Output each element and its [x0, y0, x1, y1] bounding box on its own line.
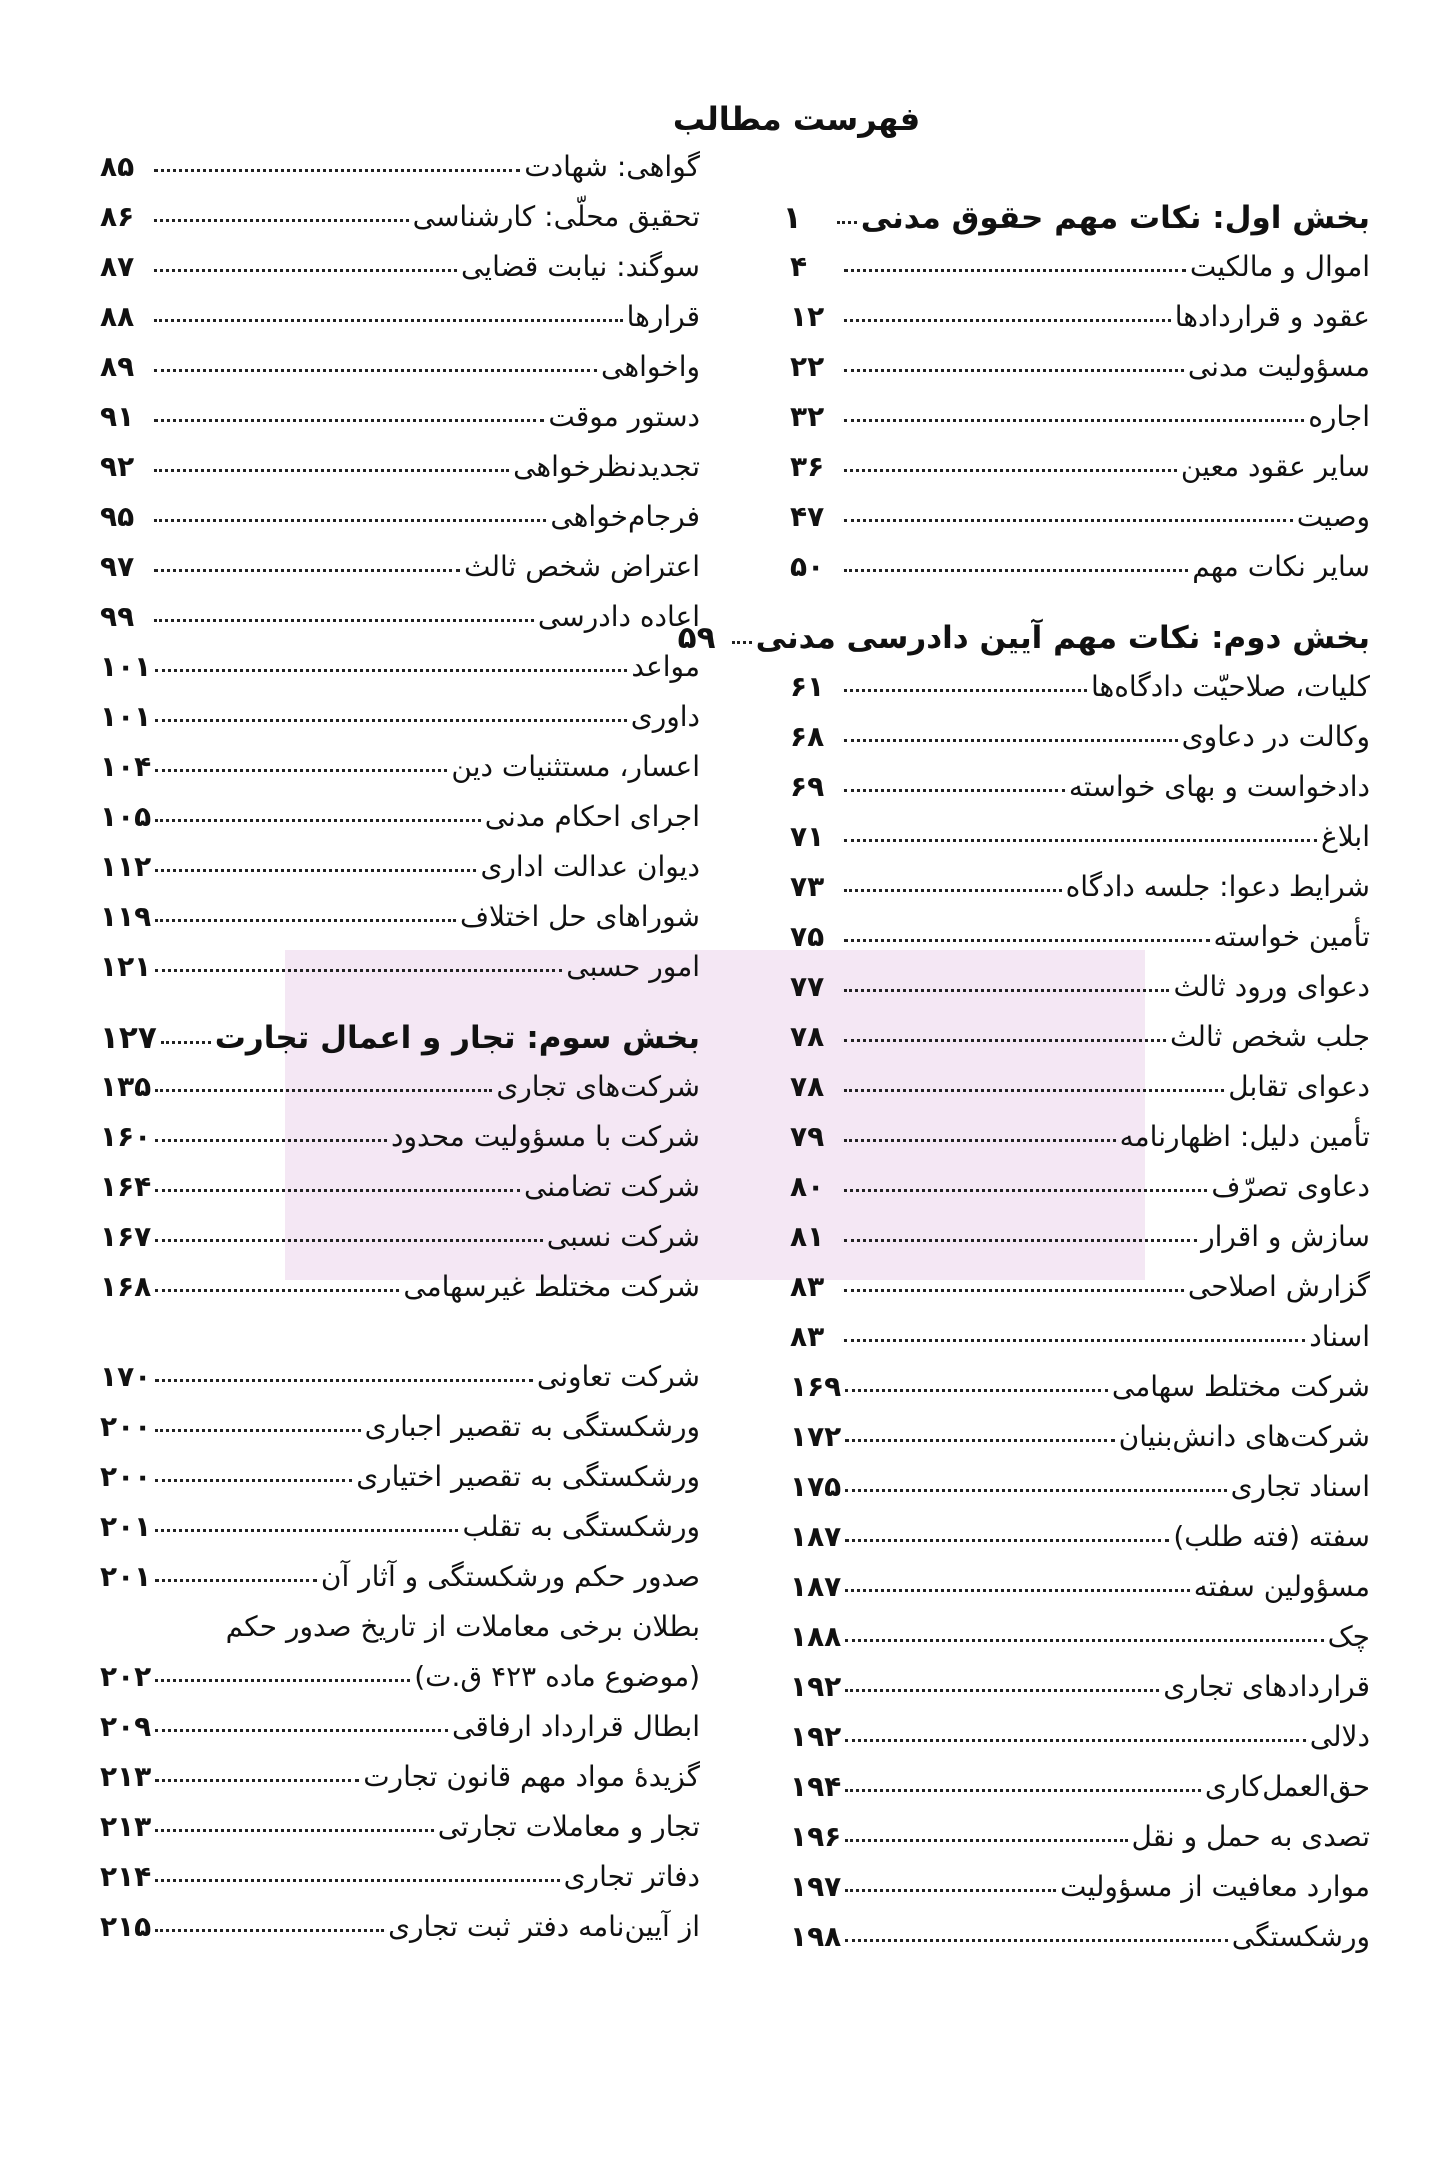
leader-dots — [155, 869, 476, 872]
toc-entry-title: کلیات، صلاحیّت دادگاه‌ها — [1090, 670, 1370, 703]
leader-dots — [155, 1829, 433, 1832]
toc-entry — [790, 1370, 1370, 1416]
leader-dots — [844, 1089, 1224, 1092]
toc-page-number: ۱۷۲ — [790, 1420, 842, 1453]
toc-page-number: ۷۸ — [790, 1020, 825, 1053]
toc-page-number: ۲۲ — [790, 350, 825, 383]
leader-dots — [845, 1539, 1169, 1542]
toc-entry-title: موارد معافیت از مسؤولیت — [1059, 1870, 1370, 1903]
leader-dots — [154, 519, 546, 522]
leader-dots — [155, 769, 447, 772]
toc-entry — [100, 600, 700, 646]
leader-dots — [845, 1789, 1201, 1792]
toc-entry-title: واخواهی — [601, 350, 700, 383]
leader-dots — [161, 1041, 211, 1044]
toc-page-number: ۸۹ — [100, 350, 135, 383]
toc-entry — [790, 920, 1370, 966]
leader-dots — [845, 1589, 1189, 1592]
toc-entry-title: دادخواست و بهای خواسته — [1068, 770, 1370, 803]
toc-page-number: ۲۰۲ — [100, 1660, 152, 1693]
toc-section-heading — [782, 200, 1370, 246]
leader-dots — [844, 939, 1210, 942]
toc-entry-title: گزارش اصلاحی — [1187, 1270, 1370, 1303]
toc-entry — [100, 150, 700, 196]
toc-page-number: ۱۸۷ — [790, 1570, 842, 1603]
toc-entry — [100, 850, 700, 896]
toc-entry-title: وصیت — [1296, 500, 1370, 533]
toc-entry-title: سایر نکات مهم — [1192, 550, 1370, 583]
toc-entry — [790, 870, 1370, 916]
leader-dots — [155, 1379, 533, 1382]
toc-page-number: ۱۲ — [790, 300, 825, 333]
toc-page-number: ۶۹ — [790, 770, 825, 803]
toc-entry — [790, 1120, 1370, 1166]
toc-entry-title: شرکت تضامنی — [523, 1170, 700, 1203]
toc-entry — [100, 1710, 700, 1756]
toc-entry — [790, 970, 1370, 1016]
toc-entry — [790, 1220, 1370, 1266]
leader-dots — [844, 1039, 1166, 1042]
toc-entry — [790, 300, 1370, 346]
toc-entry-title: اعسار، مستثنیات دین — [451, 750, 700, 783]
toc-page-number: ۱۳۵ — [100, 1070, 152, 1103]
toc-page-number: ۱۰۱ — [100, 700, 152, 733]
toc-page-number: ۱۶۰ — [100, 1120, 152, 1153]
toc-entry — [790, 500, 1370, 546]
toc-entry-title: فرجام‌خواهی — [550, 500, 700, 533]
toc-entry-title: بطلان برخی معاملات از تاریخ صدور حکم — [225, 1610, 700, 1643]
toc-page-number: ۸۷ — [100, 250, 135, 283]
toc-entry-title: تجدیدنظرخواهی — [513, 450, 700, 483]
toc-entry-title: شرکت مختلط سهامی — [1111, 1370, 1370, 1403]
toc-entry-title: دلالی — [1309, 1720, 1370, 1753]
toc-entry-title: دعوای ورود ثالث — [1173, 970, 1370, 1003]
toc-entry-title: ورشکستگی به تقصیر اجباری — [364, 1410, 700, 1443]
toc-entry-title: شرکت تعاونی — [536, 1360, 700, 1393]
toc-entry-title: جلب شخص ثالث — [1169, 1020, 1370, 1053]
toc-page-number: ۸۰ — [790, 1170, 825, 1203]
toc-entry-title: گواهی: شهادت — [524, 150, 700, 183]
leader-dots — [155, 819, 480, 822]
toc-entry-title: تجار و معاملات تجارتی — [437, 1810, 700, 1843]
leader-dots — [844, 1139, 1116, 1142]
leader-dots — [837, 221, 857, 224]
toc-page-number: ۷۹ — [790, 1120, 825, 1153]
toc-entry — [100, 350, 700, 396]
page-title: فهرست مطالب — [672, 100, 921, 138]
toc-entry-title: بخش سوم: تجار و اعمال تجارت — [214, 1020, 700, 1056]
toc-entry-title: ورشکستگی به تقصیر اختیاری — [356, 1460, 700, 1493]
toc-page-number: ۸۳ — [790, 1270, 825, 1303]
leader-dots — [155, 1289, 399, 1292]
toc-page-number: ۱۹۷ — [790, 1870, 842, 1903]
toc-page-number: ۱۷۰ — [100, 1360, 152, 1393]
toc-entry-title: شرکت با مسؤولیت محدود — [391, 1120, 700, 1153]
leader-dots — [155, 1579, 317, 1582]
toc-entry — [100, 500, 700, 546]
toc-page-number: ۷۵ — [790, 920, 825, 953]
toc-page-number: ۱۷۵ — [790, 1470, 842, 1503]
toc-entry-title: اجاره — [1308, 400, 1370, 433]
toc-page-number: ۲۰۹ — [100, 1710, 152, 1743]
toc-entry-title: عقود و قراردادها — [1174, 300, 1370, 333]
toc-entry — [100, 700, 700, 746]
leader-dots — [154, 369, 597, 372]
toc-entry — [100, 1270, 700, 1316]
toc-entry-title: دعاوی تصرّف — [1211, 1170, 1370, 1203]
leader-dots — [844, 269, 1186, 272]
toc-page-number: ۷۱ — [790, 820, 825, 853]
toc-entry — [100, 250, 700, 296]
toc-page-number: ۶۸ — [790, 720, 825, 753]
toc-entry — [790, 820, 1370, 866]
toc-entry-title: تصدی به حمل و نقل — [1131, 1820, 1370, 1853]
toc-page-number: ۱۹۴ — [790, 1770, 842, 1803]
leader-dots — [845, 1439, 1114, 1442]
leader-dots — [155, 1429, 360, 1432]
toc-page-number: ۲۱۳ — [100, 1760, 152, 1793]
toc-entry — [790, 1320, 1370, 1366]
toc-entry — [100, 1120, 700, 1166]
leader-dots — [155, 719, 627, 722]
toc-entry-title: ورشکستگی — [1231, 1920, 1370, 1953]
leader-dots — [844, 889, 1062, 892]
toc-entry — [790, 1670, 1370, 1716]
toc-entry-title: از آیین‌نامه دفتر ثبت تجاری — [388, 1910, 700, 1943]
toc-entry — [790, 1770, 1370, 1816]
toc-page-number: ۳۶ — [790, 450, 825, 483]
toc-entry — [790, 1620, 1370, 1666]
toc-entry-title: ابلاغ — [1321, 820, 1370, 853]
toc-entry — [790, 720, 1370, 766]
toc-page-number: ۱۹۸ — [790, 1920, 842, 1953]
toc-entry-title: سایر عقود معین — [1180, 450, 1370, 483]
leader-dots — [844, 1239, 1197, 1242]
toc-page-number: ۸۱ — [790, 1220, 825, 1253]
toc-entry — [100, 1070, 700, 1116]
leader-dots — [845, 1889, 1056, 1892]
toc-entry — [790, 1470, 1370, 1516]
toc-entry — [790, 1820, 1370, 1866]
toc-entry — [790, 770, 1370, 816]
leader-dots — [154, 319, 623, 322]
leader-dots — [844, 739, 1178, 742]
toc-entry — [790, 1170, 1370, 1216]
toc-entry-title: سوگند: نیابت قضایی — [460, 250, 700, 283]
leader-dots — [155, 1529, 458, 1532]
toc-entry — [790, 1570, 1370, 1616]
leader-dots — [154, 469, 509, 472]
toc-entry-title: دیوان عدالت اداری — [480, 850, 700, 883]
toc-entry-title: بخش اول: نکات مهم حقوق مدنی — [860, 200, 1370, 236]
leader-dots — [154, 219, 409, 222]
toc-entry — [100, 1220, 700, 1266]
toc-entry-title: سازش و اقرار — [1201, 1220, 1370, 1253]
toc-entry-title: شرکت‌های تجاری — [496, 1070, 700, 1103]
toc-entry-title: صدور حکم ورشکستگی و آثار آن — [320, 1560, 700, 1593]
toc-entry — [790, 1270, 1370, 1316]
toc-entry-title: اعتراض شخص ثالث — [463, 550, 700, 583]
toc-entry — [790, 1870, 1370, 1916]
leader-dots — [154, 169, 520, 172]
toc-entry — [100, 1170, 700, 1216]
toc-page-number: ۸۸ — [100, 300, 135, 333]
leader-dots — [844, 1289, 1184, 1292]
toc-page-number: ۹۷ — [100, 550, 135, 583]
leader-dots — [844, 369, 1184, 372]
toc-entry — [100, 950, 700, 996]
toc-page-number: ۲۰۰ — [100, 1410, 152, 1443]
toc-entry — [790, 670, 1370, 716]
toc-page-number: ۱۱۲ — [100, 850, 152, 883]
toc-entry — [100, 550, 700, 596]
toc-entry — [790, 250, 1370, 296]
toc-entry-title: داوری — [630, 700, 700, 733]
leader-dots — [845, 1489, 1226, 1492]
leader-dots — [844, 1339, 1305, 1342]
toc-entry — [790, 450, 1370, 496]
toc-page-number: ۷۳ — [790, 870, 825, 903]
toc-entry — [790, 1920, 1370, 1966]
toc-page-number: ۱۸۸ — [790, 1620, 842, 1653]
toc-page-number: ۵۰ — [790, 550, 825, 583]
toc-entry — [100, 1910, 700, 1956]
toc-entry — [100, 1610, 700, 1656]
toc-page-number: ۹۱ — [100, 400, 135, 433]
toc-page-number: ۷۷ — [790, 970, 825, 1003]
toc-entry-title: گزیدهٔ مواد مهم قانون تجارت — [363, 1760, 700, 1793]
toc-page-number: ۱۲۱ — [100, 950, 152, 983]
toc-entry-title: تأمین دلیل: اظهارنامه — [1119, 1120, 1370, 1153]
toc-entry-title: شرکت‌های دانش‌بنیان — [1118, 1420, 1370, 1453]
leader-dots — [155, 669, 627, 672]
toc-page-number: ۹۹ — [100, 600, 135, 633]
toc-page-number: ۱۶۹ — [790, 1370, 842, 1403]
toc-page-number: ۱۱۹ — [100, 900, 152, 933]
toc-page-number: ۲۰۱ — [100, 1510, 152, 1543]
leader-dots — [155, 1089, 492, 1092]
toc-page-number: ۱۰۴ — [100, 750, 152, 783]
toc-entry — [100, 800, 700, 846]
toc-entry — [100, 1810, 700, 1856]
toc-entry-title: اسناد تجاری — [1230, 1470, 1370, 1503]
toc-section-heading — [100, 1020, 700, 1066]
leader-dots — [844, 569, 1188, 572]
toc-section-heading — [677, 620, 1370, 666]
leader-dots — [844, 839, 1317, 842]
leader-dots — [844, 419, 1304, 422]
toc-entry — [100, 1460, 700, 1506]
leader-dots — [155, 1679, 410, 1682]
toc-entry-title: دعوای تقابل — [1228, 1070, 1370, 1103]
toc-entry-title: ابطال قرارداد ارفاقی — [451, 1710, 700, 1743]
toc-entry-title: قرارها — [626, 300, 700, 333]
leader-dots — [844, 519, 1293, 522]
toc-page-number: ۱۸۷ — [790, 1520, 842, 1553]
toc-entry-title: سفته (فته طلب) — [1173, 1520, 1370, 1553]
toc-entry-title: دستور موقت — [548, 400, 700, 433]
toc-page-number: ۵۹ — [677, 620, 716, 656]
leader-dots — [845, 1939, 1228, 1942]
leader-dots — [155, 1239, 543, 1242]
toc-entry — [790, 350, 1370, 396]
toc-page-number: ۱۶۴ — [100, 1170, 152, 1203]
toc-entry-title: بخش دوم: نکات مهم آیین دادرسی مدنی — [755, 620, 1370, 656]
toc-entry-title: مواعد — [631, 650, 700, 683]
toc-entry-title: اجرای احکام مدنی — [484, 800, 700, 833]
leader-dots — [154, 419, 544, 422]
toc-page-number: ۸۶ — [100, 200, 135, 233]
leader-dots — [845, 1639, 1323, 1642]
toc-entry — [100, 750, 700, 796]
toc-entry-title: مسؤولیت مدنی — [1187, 350, 1370, 383]
toc-entry — [100, 1510, 700, 1556]
toc-entry-title: حق‌العمل‌کاری — [1204, 1770, 1370, 1803]
toc-page-number: ۲۱۴ — [100, 1860, 152, 1893]
toc-entry — [100, 1410, 700, 1456]
toc-entry — [790, 1020, 1370, 1066]
toc-page-number: ۱۹۲ — [790, 1670, 842, 1703]
toc-entry-title: اموال و مالکیت — [1189, 250, 1370, 283]
toc-entry — [100, 450, 700, 496]
toc-page-number: ۸۵ — [100, 150, 135, 183]
leader-dots — [155, 969, 562, 972]
toc-page-number: ۱ — [782, 200, 802, 236]
toc-entry — [790, 550, 1370, 596]
leader-dots — [155, 1139, 387, 1142]
leader-dots — [732, 641, 752, 644]
leader-dots — [845, 1389, 1108, 1392]
leader-dots — [155, 1479, 352, 1482]
leader-dots — [154, 569, 460, 572]
toc-page-number: ۶۱ — [790, 670, 825, 703]
toc-entry-title: تحقیق محلّی: کارشناسی — [412, 200, 700, 233]
toc-entry-title: امور حسبی — [566, 950, 700, 983]
toc-entry — [100, 900, 700, 946]
toc-entry — [790, 1420, 1370, 1466]
toc-page-number: ۴ — [790, 250, 808, 283]
toc-entry-title: قراردادهای تجاری — [1163, 1670, 1370, 1703]
toc-page-number: ۱۶۷ — [100, 1220, 152, 1253]
toc-page-number: ۲۱۳ — [100, 1810, 152, 1843]
toc-entry-title: شرکت نسبی — [546, 1220, 700, 1253]
leader-dots — [844, 1189, 1207, 1192]
toc-entry-title: شرایط دعوا: جلسه دادگاه — [1065, 870, 1370, 903]
toc-page-number: ۱۶۸ — [100, 1270, 152, 1303]
toc-entry-title: مسؤولین سفته — [1193, 1570, 1370, 1603]
toc-page-number: ۱۰۱ — [100, 650, 152, 683]
toc-entry-title: وکالت در دعاوی — [1181, 720, 1370, 753]
toc-page-number: ۷۸ — [790, 1070, 825, 1103]
leader-dots — [155, 919, 456, 922]
leader-dots — [155, 1779, 359, 1782]
leader-dots — [845, 1839, 1127, 1842]
leader-dots — [155, 1729, 448, 1732]
toc-entry-title: اعاده دادرسی — [537, 600, 700, 633]
toc-page-number: ۹۵ — [100, 500, 135, 533]
toc-page-number: ۱۹۶ — [790, 1820, 842, 1853]
toc-page-number: ۸۳ — [790, 1320, 825, 1353]
toc-entry-title: ورشکستگی به تقلب — [462, 1510, 700, 1543]
leader-dots — [845, 1689, 1159, 1692]
toc-entry-title: (موضوع ماده ۴۲۳ ق.ت) — [414, 1660, 700, 1693]
toc-entry — [100, 1860, 700, 1906]
leader-dots — [154, 619, 534, 622]
leader-dots — [845, 1739, 1305, 1742]
toc-entry — [100, 1660, 700, 1706]
toc-page-number: ۴۷ — [790, 500, 825, 533]
leader-dots — [844, 319, 1171, 322]
toc-entry — [790, 1520, 1370, 1566]
toc-page-number: ۲۱۵ — [100, 1910, 152, 1943]
toc-entry — [790, 1070, 1370, 1116]
toc-entry — [100, 1560, 700, 1606]
toc-entry-title: اسناد — [1309, 1320, 1370, 1353]
toc-entry — [100, 400, 700, 446]
toc-page-number: ۱۹۲ — [790, 1720, 842, 1753]
toc-entry-title: شوراهای حل اختلاف — [459, 900, 700, 933]
toc-entry — [790, 400, 1370, 446]
toc-page-number: ۹۲ — [100, 450, 135, 483]
leader-dots — [155, 1879, 559, 1882]
leader-dots — [844, 689, 1087, 692]
leader-dots — [155, 1929, 384, 1932]
toc-page-number: ۱۲۷ — [100, 1020, 157, 1056]
toc-entry — [100, 1760, 700, 1806]
toc-entry-title: شرکت مختلط غیرسهامی — [403, 1270, 700, 1303]
toc-entry — [100, 300, 700, 346]
toc-page-number: ۳۲ — [790, 400, 825, 433]
toc-entry — [100, 1360, 700, 1406]
toc-page-number: ۲۰۰ — [100, 1460, 152, 1493]
leader-dots — [844, 469, 1177, 472]
leader-dots — [154, 269, 457, 272]
toc-entry-title: دفاتر تجاری — [563, 1860, 700, 1893]
toc-page-number: ۲۰۱ — [100, 1560, 152, 1593]
toc-page-number: ۱۰۵ — [100, 800, 152, 833]
toc-entry — [100, 650, 700, 696]
toc-entry-title: چک — [1327, 1620, 1370, 1653]
leader-dots — [844, 789, 1065, 792]
toc-entry — [100, 200, 700, 246]
leader-dots — [844, 989, 1169, 992]
toc-entry-title: تأمین خواسته — [1213, 920, 1370, 953]
toc-entry — [790, 1720, 1370, 1766]
leader-dots — [155, 1189, 520, 1192]
